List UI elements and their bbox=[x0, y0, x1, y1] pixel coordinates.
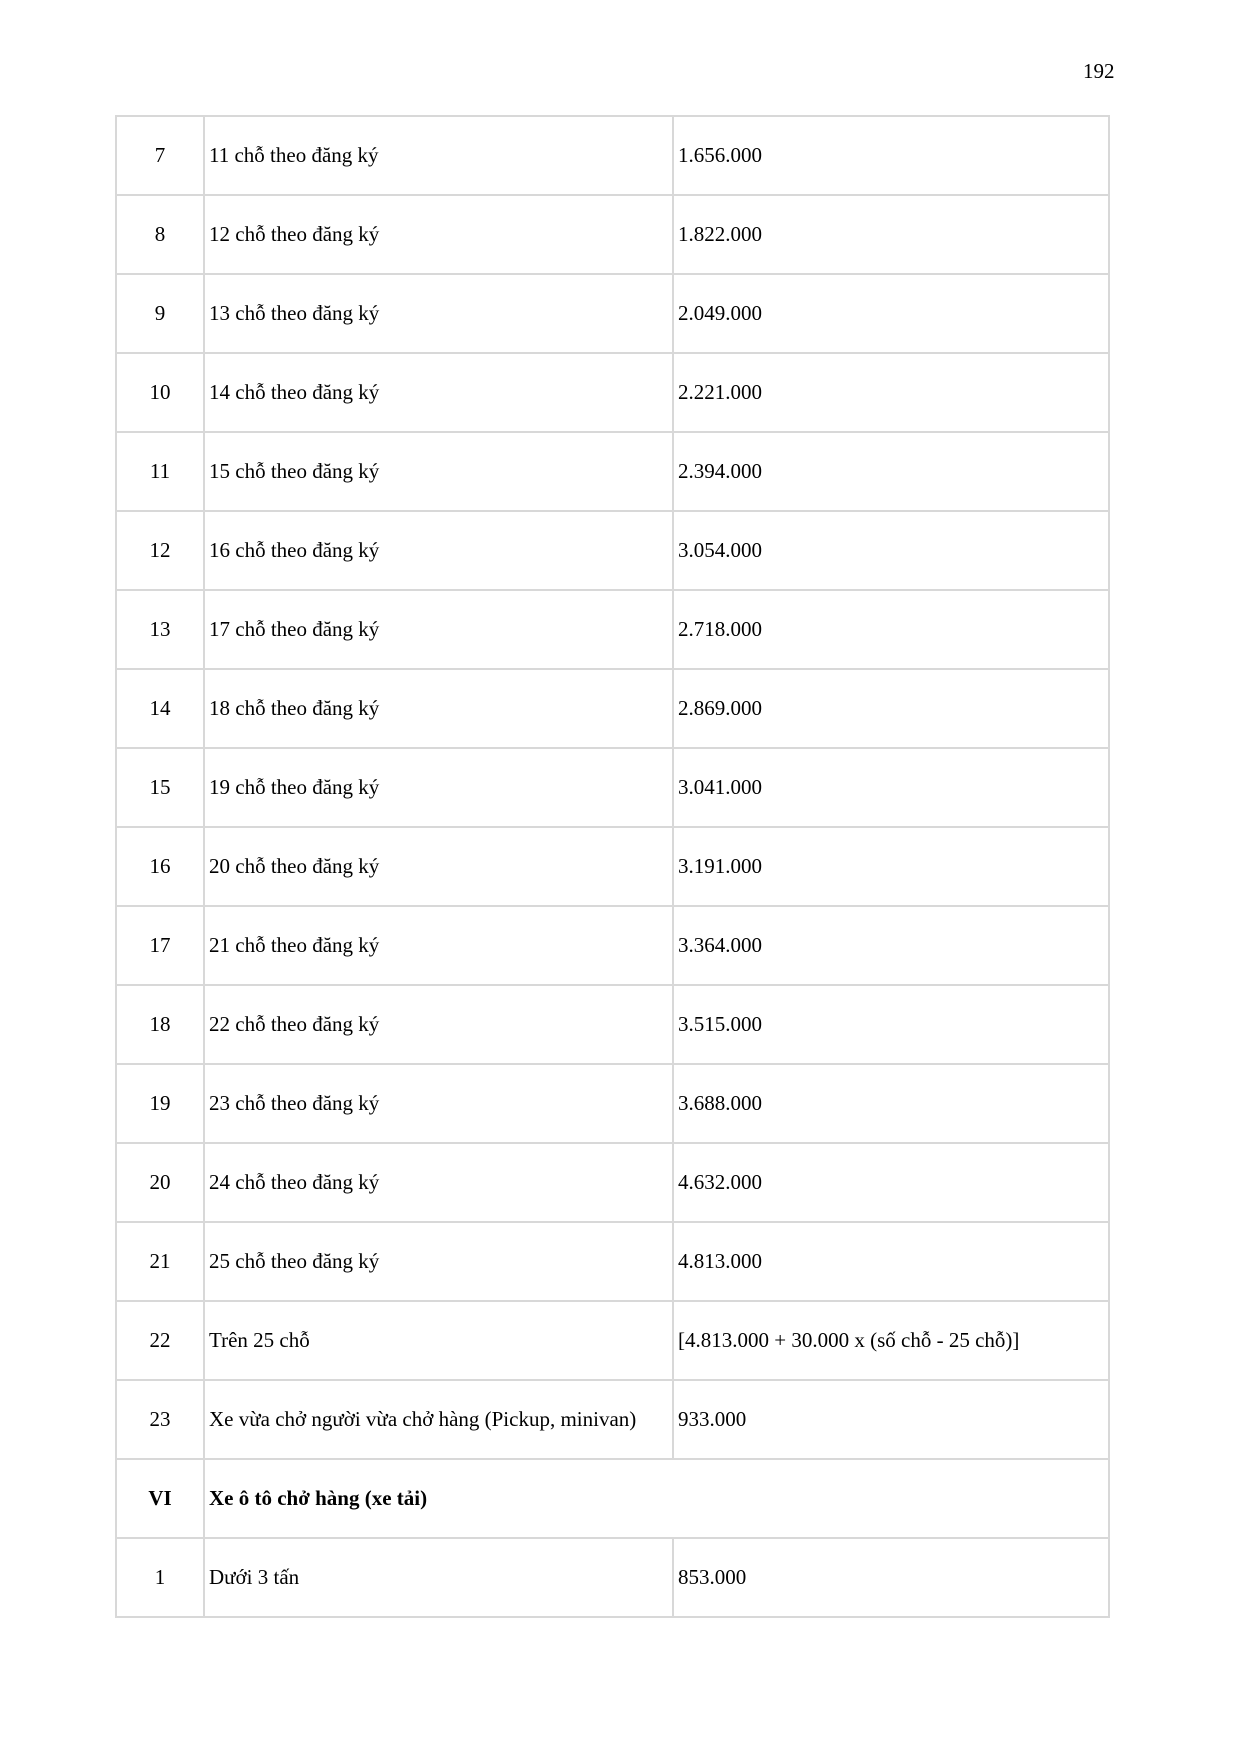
category-cell: 18 chỗ theo đăng ký bbox=[204, 669, 673, 748]
amount-cell: 2.221.000 bbox=[673, 353, 1109, 432]
amount-cell: 933.000 bbox=[673, 1380, 1109, 1459]
category-cell: 20 chỗ theo đăng ký bbox=[204, 827, 673, 906]
row-number-cell: 1 bbox=[116, 1538, 204, 1617]
category-cell: Dưới 3 tấn bbox=[204, 1538, 673, 1617]
row-number-cell: 9 bbox=[116, 274, 204, 353]
category-cell: 19 chỗ theo đăng ký bbox=[204, 748, 673, 827]
table-row bbox=[116, 1380, 1109, 1459]
table-row bbox=[116, 353, 1109, 432]
row-number-cell: 20 bbox=[116, 1143, 204, 1222]
row-number-cell: 11 bbox=[116, 432, 204, 511]
row-number-cell: 23 bbox=[116, 1380, 204, 1459]
table-row bbox=[116, 827, 1109, 906]
amount-cell: 3.054.000 bbox=[673, 511, 1109, 590]
table-row bbox=[116, 1301, 1109, 1380]
amount-cell: 1.822.000 bbox=[673, 195, 1109, 274]
amount-cell: [4.813.000 + 30.000 x (số chỗ - 25 chỗ)] bbox=[673, 1301, 1109, 1380]
table-row bbox=[116, 669, 1109, 748]
row-number-cell: 12 bbox=[116, 511, 204, 590]
row-number-cell: 15 bbox=[116, 748, 204, 827]
category-cell: 25 chỗ theo đăng ký bbox=[204, 1222, 673, 1301]
category-cell: 23 chỗ theo đăng ký bbox=[204, 1064, 673, 1143]
amount-cell: 4.632.000 bbox=[673, 1143, 1109, 1222]
category-cell: Xe ô tô chở hàng (xe tải) bbox=[204, 1459, 1109, 1538]
table-row bbox=[116, 1064, 1109, 1143]
table-row bbox=[116, 1538, 1109, 1617]
amount-cell: 3.364.000 bbox=[673, 906, 1109, 985]
fee-table bbox=[115, 115, 1110, 1618]
table-row bbox=[116, 511, 1109, 590]
row-number-cell: 7 bbox=[116, 116, 204, 195]
page-number: 192 bbox=[1083, 59, 1115, 83]
table-row bbox=[116, 985, 1109, 1064]
category-cell: 15 chỗ theo đăng ký bbox=[204, 432, 673, 511]
category-cell: 17 chỗ theo đăng ký bbox=[204, 590, 673, 669]
table-row bbox=[116, 116, 1109, 195]
amount-cell: 4.813.000 bbox=[673, 1222, 1109, 1301]
row-number-cell: 17 bbox=[116, 906, 204, 985]
amount-cell: 3.191.000 bbox=[673, 827, 1109, 906]
row-number-cell: 14 bbox=[116, 669, 204, 748]
table-row bbox=[116, 1143, 1109, 1222]
row-number-cell: 13 bbox=[116, 590, 204, 669]
table-row bbox=[116, 274, 1109, 353]
row-number-cell: 19 bbox=[116, 1064, 204, 1143]
category-cell: 24 chỗ theo đăng ký bbox=[204, 1143, 673, 1222]
category-cell: 11 chỗ theo đăng ký bbox=[204, 116, 673, 195]
row-number-cell: 8 bbox=[116, 195, 204, 274]
row-number-cell: 16 bbox=[116, 827, 204, 906]
category-cell: 13 chỗ theo đăng ký bbox=[204, 274, 673, 353]
fee-table-body bbox=[116, 116, 1109, 1617]
amount-cell: 2.394.000 bbox=[673, 432, 1109, 511]
amount-cell: 3.688.000 bbox=[673, 1064, 1109, 1143]
amount-cell: 2.718.000 bbox=[673, 590, 1109, 669]
category-cell: 12 chỗ theo đăng ký bbox=[204, 195, 673, 274]
table-row bbox=[116, 590, 1109, 669]
amount-cell: 2.869.000 bbox=[673, 669, 1109, 748]
row-number-cell: 10 bbox=[116, 353, 204, 432]
table-row bbox=[116, 432, 1109, 511]
row-number-cell: 18 bbox=[116, 985, 204, 1064]
row-number-cell: 22 bbox=[116, 1301, 204, 1380]
amount-cell: 2.049.000 bbox=[673, 274, 1109, 353]
category-cell: 14 chỗ theo đăng ký bbox=[204, 353, 673, 432]
table-row bbox=[116, 1222, 1109, 1301]
category-cell: 21 chỗ theo đăng ký bbox=[204, 906, 673, 985]
row-number-cell: VI bbox=[116, 1459, 204, 1538]
table-row bbox=[116, 195, 1109, 274]
amount-cell: 853.000 bbox=[673, 1538, 1109, 1617]
category-cell: 16 chỗ theo đăng ký bbox=[204, 511, 673, 590]
row-number-cell: 21 bbox=[116, 1222, 204, 1301]
amount-cell: 1.656.000 bbox=[673, 116, 1109, 195]
table-row bbox=[116, 906, 1109, 985]
category-cell: Trên 25 chỗ bbox=[204, 1301, 673, 1380]
table-row bbox=[116, 748, 1109, 827]
category-cell: 22 chỗ theo đăng ký bbox=[204, 985, 673, 1064]
amount-cell: 3.041.000 bbox=[673, 748, 1109, 827]
category-cell: Xe vừa chở người vừa chở hàng (Pickup, minivan) bbox=[204, 1380, 673, 1459]
section-row bbox=[116, 1459, 1109, 1538]
amount-cell: 3.515.000 bbox=[673, 985, 1109, 1064]
